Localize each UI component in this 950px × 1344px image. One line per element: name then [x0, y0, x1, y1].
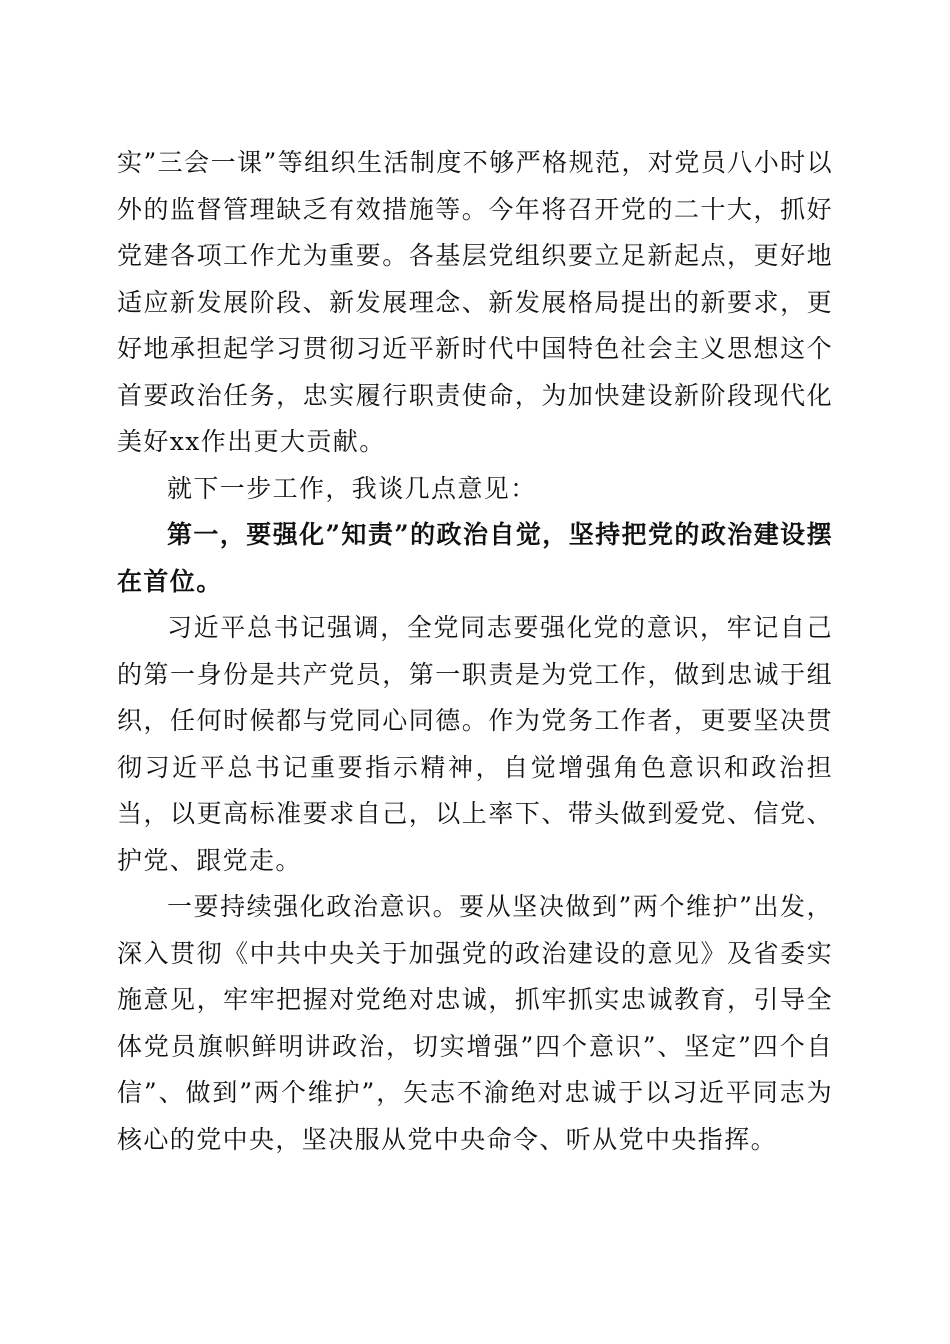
- paragraph-political-awareness: 一要持续强化政治意识。要从坚决做到”两个维护”出发，深入贯彻《中共中央关于加强党的政治建设的意见》及省委实施意见，牢牢把握对党绝对忠诚，抓牢抓实忠诚教育，引导全体党员旗帜鲜明讲政治，切实增强”四个意识”、坚定”四个自信”、做到”两个维护”，矢志不渝绝对忠诚于以习近平同志为核心的党中央，坚决服从党中央命令、听从党中央指挥。: [117, 892, 833, 1154]
- document-body: [117, 140, 833, 1163]
- paragraph-intro: 就下一步工作，我谈几点意见：: [167, 473, 537, 503]
- paragraph-xi-emphasis: 习近平总书记强调，全党同志要强化党的意识，牢记自己的第一身份是共产党员，第一职责是为党工作，做到忠诚于组织，任何时候都与党同心同德。作为党务工作者，更要坚决贯彻习近平总书记重要指示精神，自觉增强角色意识和政治担当，以更高标准要求自己，以上率下、带头做到爱党、信党、护党、跟党走。: [117, 613, 833, 875]
- section-heading-first: 第一，要强化”知责”的政治自觉，坚持把党的政治建设摆在首位。: [117, 520, 833, 596]
- paragraph-continuation: 实”三会一课”等组织生活制度不够严格规范，对党员八小时以外的监督管理缺乏有效措施等。今年将召开党的二十大，抓好党建各项工作尤为重要。各基层党组织要立足新起点，更好地适应新发展阶段、新发展理念、新发展格局提出的新要求，更好地承担起学习贯彻习近平新时代中国特色社会主义思想这个首要政治任务，忠实履行职责使命，为加快建设新阶段现代化美好xx作出更大贡献。: [117, 148, 833, 456]
